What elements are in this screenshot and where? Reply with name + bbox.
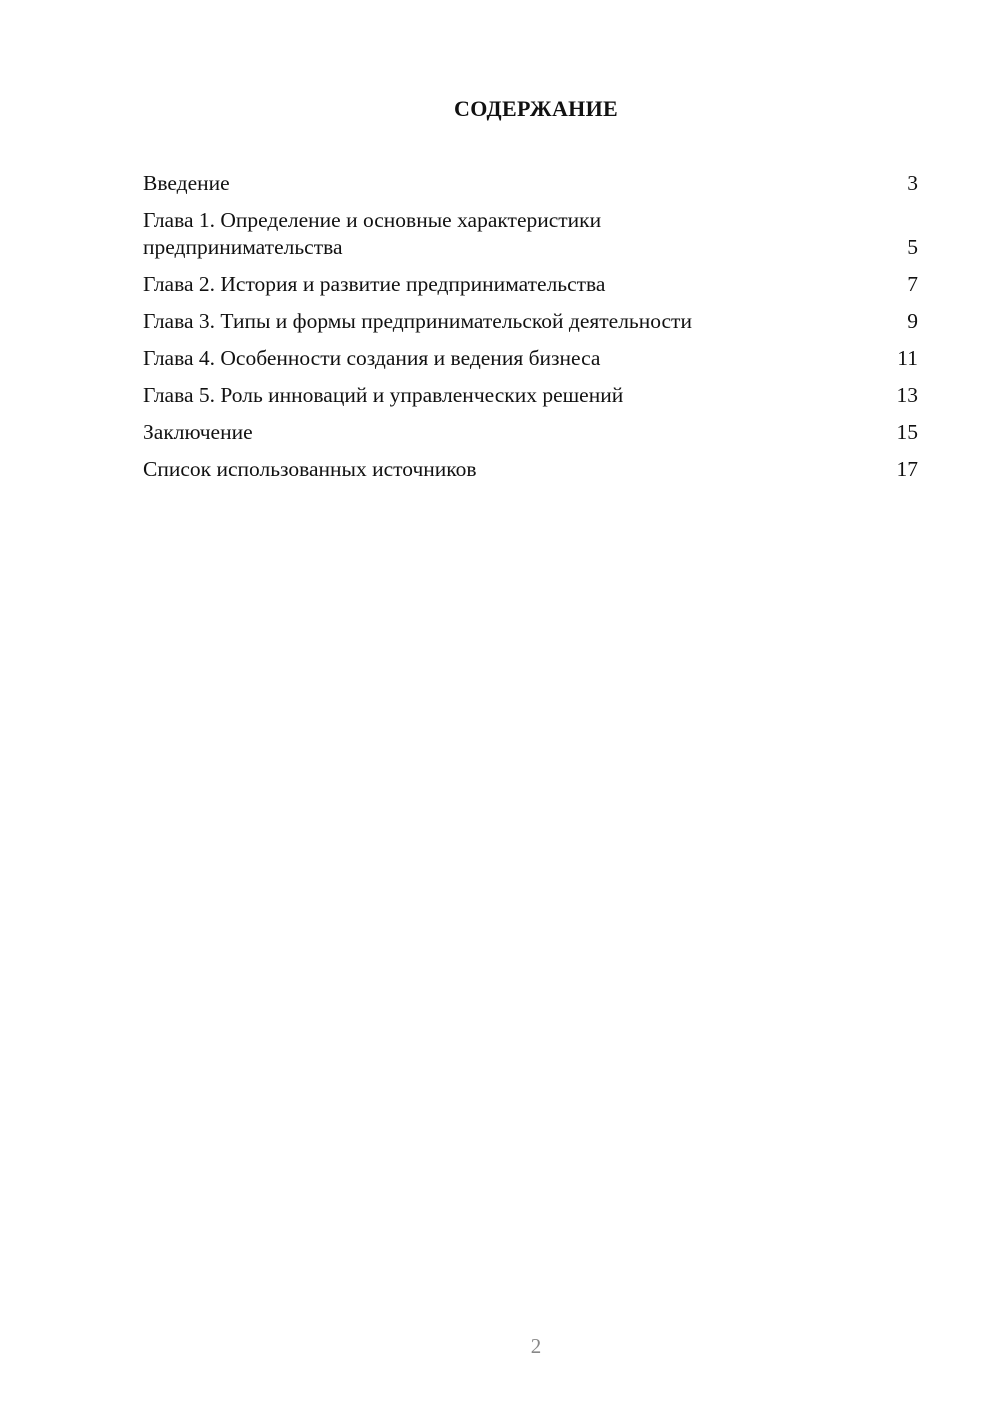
toc-item-label: Глава 3. Типы и формы предпринимательской деятельности [143, 309, 692, 333]
toc-item-page: 9 [907, 309, 918, 333]
toc-item-chapter-1[interactable] [143, 207, 918, 261]
toc-item-introduction[interactable] [143, 170, 918, 197]
toc-item-conclusion[interactable] [143, 419, 918, 446]
toc-item-references[interactable] [143, 456, 918, 483]
toc-item-label: Введение [143, 171, 230, 195]
page-title: СОДЕРЖАНИЕ [454, 96, 618, 121]
toc-item-page: 5 [907, 235, 918, 259]
toc-item-chapter-4[interactable] [143, 345, 918, 372]
toc-item-label: Глава 2. История и развитие предпринимательства [143, 272, 606, 296]
toc-item-label: Заключение [143, 420, 253, 444]
toc-item-page: 7 [907, 272, 918, 296]
toc-item-page: 17 [896, 457, 918, 481]
toc-item-page: 11 [897, 346, 918, 370]
toc-item-chapter-5[interactable] [143, 382, 918, 409]
page-number: 2 [530, 1334, 542, 1358]
toc-item-label: Глава 1. Определение и основные характеристики предпринимательства [143, 208, 602, 259]
toc-item-label: Глава 5. Роль инноваций и управленческих решений [143, 383, 624, 407]
toc-item-label: Глава 4. Особенности создания и ведения бизнеса [143, 346, 601, 370]
toc-item-label: Список использованных источников [143, 457, 477, 481]
toc-item-page: 13 [896, 383, 918, 407]
toc-item-page: 3 [907, 171, 918, 195]
table-of-contents [143, 170, 918, 493]
toc-item-chapter-2[interactable] [143, 271, 918, 298]
toc-item-chapter-3[interactable] [143, 308, 918, 335]
toc-item-page: 15 [896, 420, 918, 444]
